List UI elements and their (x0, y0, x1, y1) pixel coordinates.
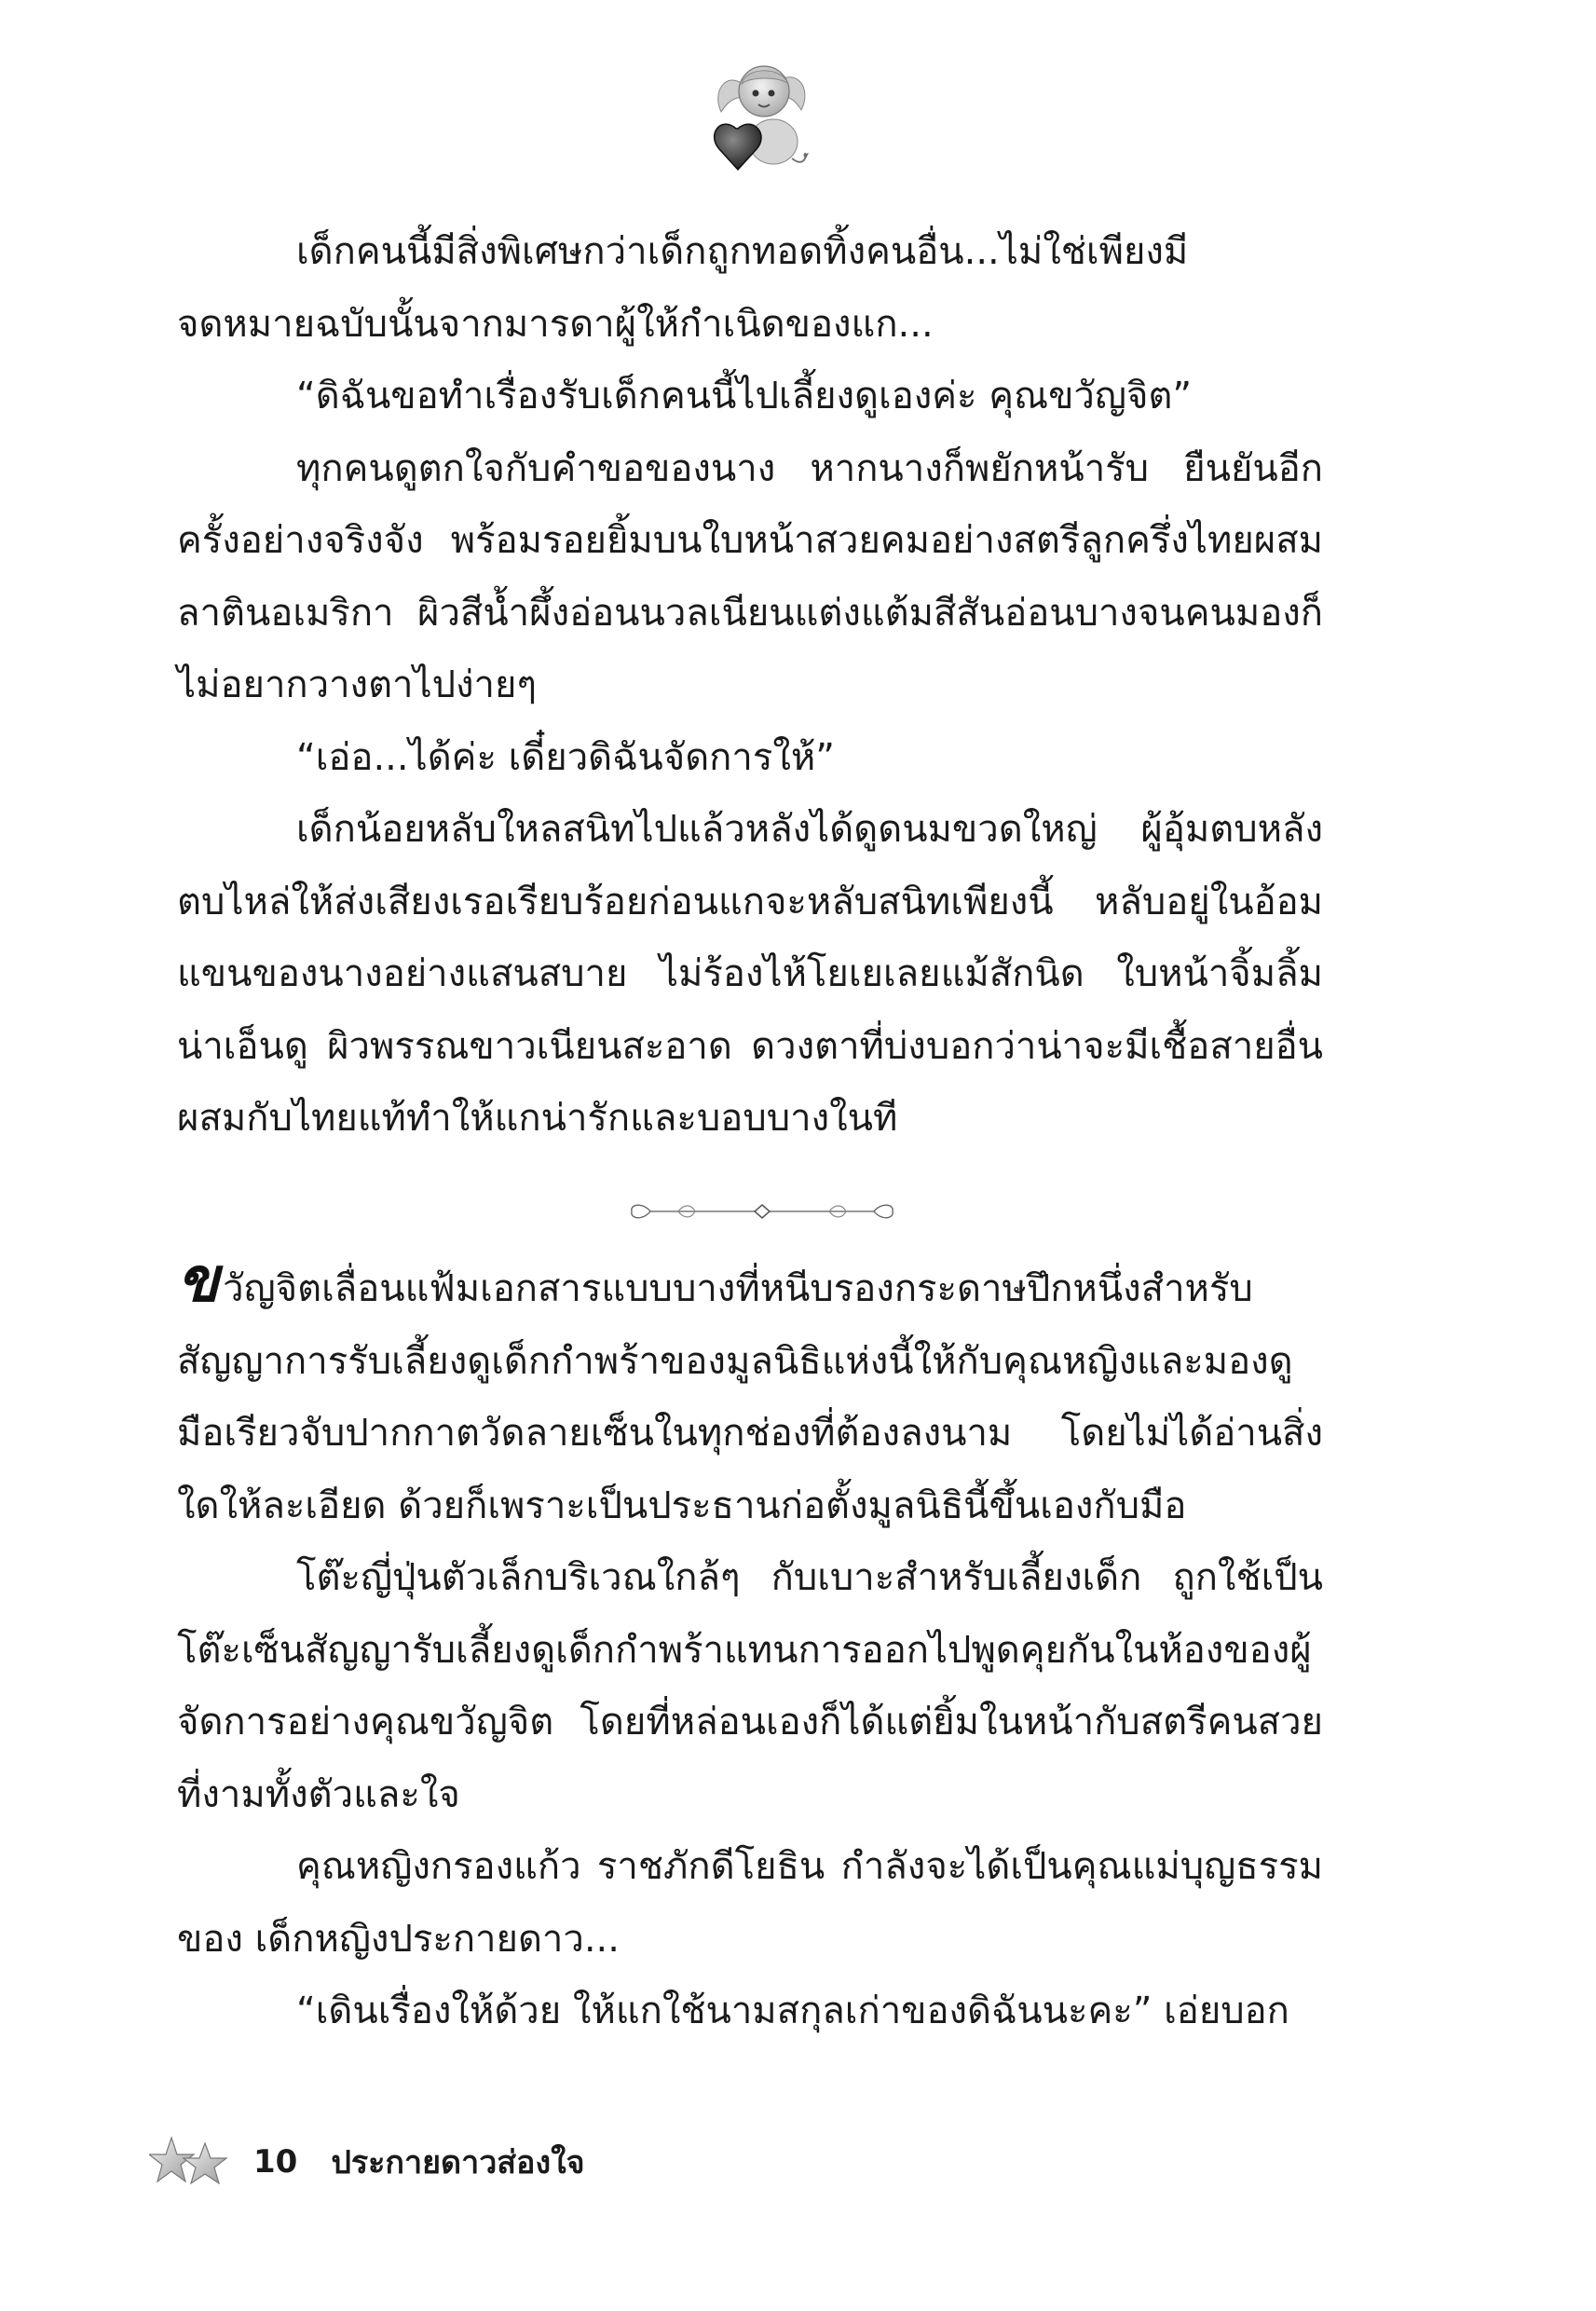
book-title: ประกายดาวส่องใจ (331, 2144, 585, 2181)
section-1-text (177, 216, 1323, 1156)
section-2-text (177, 1243, 1323, 2048)
paragraph: ทุกคนดูตกใจกับคำขอของนาง หากนางก็พยักหน้ารับ ยืนยันอีกครั้งอย่างจริงจัง พร้อมรอยยิ้มบนใบหน้าสวยคมอย่างสตรีลูกครึ่งไทยผสมลาตินอเมริกา ผิวสีน้ำผึ้งอ่อนนวลเนียนแต่งแต้มสีสันอ่อนบางจนคนมองก็ไม่อยากวางตาไปง่ายๆ (177, 446, 1323, 706)
flourish-divider-icon (622, 1198, 902, 1224)
paragraph: เด็กคนนี้มีสิ่งพิเศษกว่าเด็กถูกทอดทิ้งคนอื่น...ไม่ใช่เพียงมีจดหมายฉบับนั้นจากมารดาผู้ให้กำเนิดของแก... (177, 230, 1189, 346)
paragraph-text: วัญจิตเลื่อนแฟ้มเอกสารแบบบางที่หนีบรองกระดาษปึกหนึ่งสำหรับสัญญาการรับเลี้ยงดูเด็กกำพร้าของมูลนิธิแห่งนี้ให้กับคุณหญิงและมองดูมือเรียวจับปากกาตวัดลายเซ็นในทุกช่องที่ต้องลงนาม โดยไม่ได้อ่านสิ่งใดให้ละเอียด ด้วยก็เพราะเป็นประธานก่อตั้งมูลนิธินี้ขึ้นเองกับมือ (177, 1267, 1323, 1527)
drop-cap: ข (177, 1243, 220, 1316)
paragraph: เด็กน้อยหลับใหลสนิทไปแล้วหลังได้ดูดนมขวดใหญ่ ผู้อุ้มตบหลังตบไหล่ให้ส่งเสียงเรอเรียบร้อยก่อนแกจะหลับสนิทเพียงนี้ หลับอยู่ในอ้อมแขนของนางอย่างแสนสบาย ไม่ร้องไห้โยเยเลยแม้สักนิด ใบหน้าจิ้มลิ้มน่าเอ็นดู ผิวพรรณขาวเนียนสะอาด ดวงตาที่บ่งบอกว่าน่าจะมีเชื้อสายอื่นผสมกับไทยแท้ทำให้แกน่ารักและบอบบางในที (177, 808, 1323, 1140)
paragraph: คุณหญิงกรองแก้ว ราชภักดีโยธิน กำลังจะได้เป็นคุณแม่บุญธรรมของ เด็กหญิงประกายดาว... (177, 1845, 1323, 1961)
paragraph: “เอ่อ...ได้ค่ะ เดี๋ยวดิฉันจัดการให้” (296, 735, 835, 779)
page-number: 10 (253, 2143, 298, 2181)
page-footer (149, 2134, 585, 2190)
stars-icon (149, 2134, 229, 2190)
cupid-with-heart-icon (708, 56, 815, 177)
paragraph-with-dropcap (177, 1243, 1323, 1542)
paragraph: “ดิฉันขอทำเรื่องรับเด็กคนนี้ไปเลี้ยงดูเองค่ะ คุณขวัญจิต” (296, 375, 1193, 417)
paragraph: “เดินเรื่องให้ด้วย ให้แกใช้นามสกุลเก่าของดิฉันนะคะ” เอ่ยบอก (296, 1990, 1289, 2032)
paragraph: โต๊ะญี่ปุ่นตัวเล็กบริเวณใกล้ๆ กับเบาะสำหรับเลี้ยงเด็ก ถูกใช้เป็นโต๊ะเซ็นสัญญารับเลี้ยงดูเด็กกำพร้าแทนการออกไปพูดคุยกันในห้องของผู้จัดการอย่างคุณขวัญจิต โดยที่หล่อนเองก็ได้แต่ยิ้มในหน้ากับสตรีคนสวยที่งามทั้งตัวและใจ (177, 1556, 1323, 1816)
